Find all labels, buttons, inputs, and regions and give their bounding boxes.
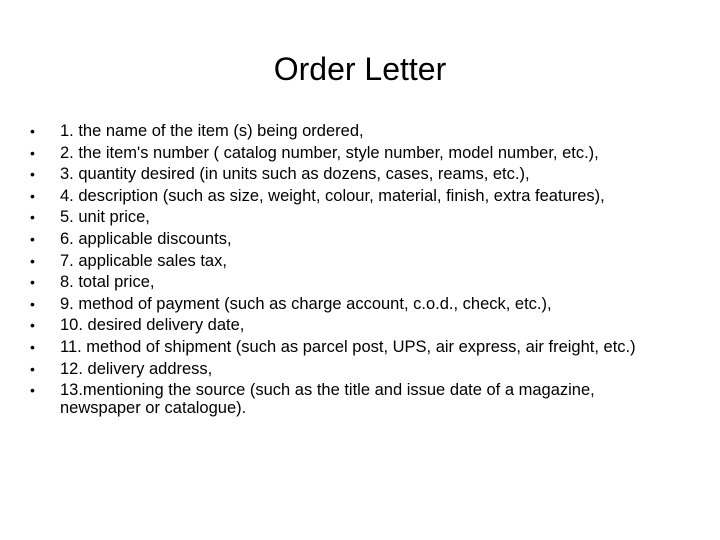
list-item-text: 5. unit price,	[60, 208, 150, 227]
list-item	[30, 381, 670, 417]
list-item	[30, 295, 670, 313]
bullet-icon: •	[30, 144, 35, 161]
bullet-icon: •	[30, 187, 35, 204]
list-item	[30, 252, 670, 270]
list-item	[30, 122, 670, 140]
list-item-text: 1. the name of the item (s) being ordered,	[60, 122, 364, 140]
list-item	[30, 187, 670, 205]
bullet-icon: •	[30, 382, 35, 399]
list-item-text: 13.mentioning the source (such as the title and issue date of a magazine, newspaper or catalogue).	[60, 381, 595, 418]
list-item	[30, 316, 670, 334]
list-item	[30, 273, 670, 291]
bullet-icon: •	[30, 123, 35, 139]
list-item	[30, 144, 670, 162]
bullet-icon: •	[30, 166, 35, 183]
list-item	[30, 230, 670, 248]
list-item	[30, 165, 670, 183]
bullet-icon: •	[30, 209, 35, 226]
list-item	[30, 208, 670, 226]
bullet-icon: •	[30, 252, 35, 269]
list-item-text: 11. method of shipment (such as parcel post, UPS, air express, air freight, etc.)	[60, 337, 636, 356]
bullet-icon: •	[30, 317, 35, 334]
bullet-icon: •	[30, 360, 35, 377]
bullet-icon: •	[30, 295, 35, 312]
list-item-text: 2. the item's number ( catalog number, style number, model number, etc.),	[60, 143, 599, 162]
list-item	[30, 338, 670, 356]
list-item-text: 7. applicable sales tax,	[60, 251, 227, 270]
list-item-text: 10. desired delivery date,	[60, 316, 245, 335]
list-item-text: 4. description (such as size, weight, colour, material, finish, extra features),	[60, 186, 605, 205]
bullet-list	[30, 122, 670, 421]
bullet-icon: •	[30, 274, 35, 291]
list-item-text: 9. method of payment (such as charge account, c.o.d., check, etc.),	[60, 294, 552, 313]
list-item-text: 6. applicable discounts,	[60, 229, 232, 248]
bullet-icon: •	[30, 338, 35, 355]
bullet-icon: •	[30, 230, 35, 247]
list-item	[30, 360, 670, 378]
list-item-text: 3. quantity desired (in units such as dozens, cases, reams, etc.),	[60, 165, 530, 184]
list-item-text: 12. delivery address,	[60, 359, 213, 378]
slide-title: Order Letter	[273, 51, 447, 87]
list-item-text: 8. total price,	[60, 273, 155, 292]
